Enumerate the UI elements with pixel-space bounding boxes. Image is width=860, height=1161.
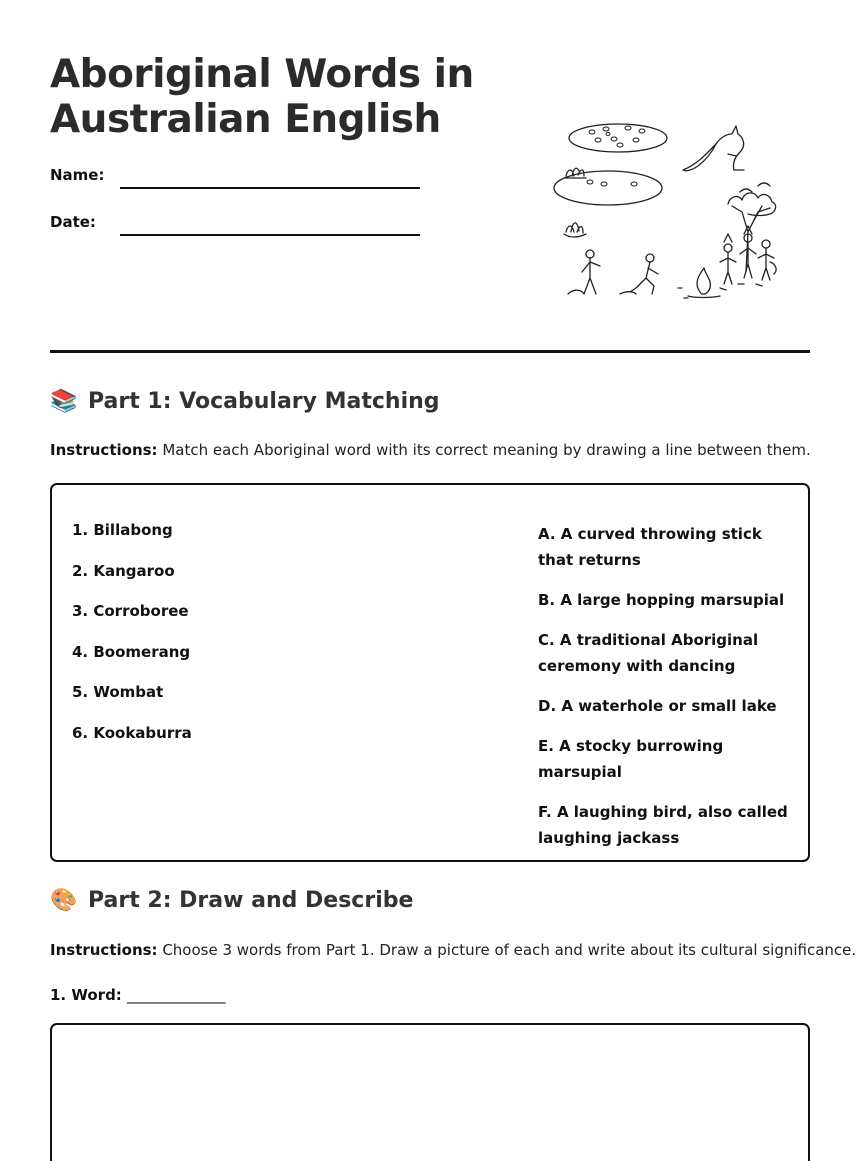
part2-instructions-label: Instructions:: [50, 941, 158, 959]
drawing-area[interactable]: [50, 1023, 810, 1161]
part1-instructions: [50, 441, 830, 459]
title-line-2: Australian English: [50, 97, 441, 142]
section-divider: [50, 350, 810, 353]
word-item: 6. Kookaburra: [72, 723, 192, 742]
word-item: 4. Boomerang: [72, 642, 191, 661]
palette-icon: 🎨: [50, 888, 78, 913]
date-label: Date:: [50, 213, 96, 231]
word-item: 2. Kangaroo: [72, 561, 175, 580]
books-icon: 📚: [50, 389, 78, 414]
meaning-item: E. A stocky burrowing marsupial: [538, 737, 724, 781]
part2-instructions-text: Choose 3 words from Part 1. Draw a picture of each and write about its cultural significance.: [157, 941, 857, 959]
word1-field[interactable]: [50, 986, 225, 1004]
title-line-1: Aboriginal Words in: [50, 52, 474, 97]
meaning-item: F. A laughing bird, also called laughing jackass: [538, 803, 788, 847]
word1-label: 1. Word:: [50, 986, 122, 1004]
name-label: Name:: [50, 166, 105, 184]
meaning-item: B. A large hopping marsupial: [538, 591, 785, 609]
part2-heading: [50, 888, 413, 913]
word-item: 1. Billabong: [72, 521, 173, 539]
word1-blank[interactable]: _______________: [127, 986, 225, 1004]
date-field[interactable]: [120, 234, 420, 236]
part2-instructions: [50, 941, 857, 959]
meaning-item: D. A waterhole or small lake: [538, 697, 777, 715]
name-field[interactable]: [120, 187, 420, 189]
part1-instructions-label: Instructions:: [50, 441, 158, 459]
part1-instructions-text: Match each Aboriginal word with its correct meaning by drawing a line between them.: [157, 441, 811, 459]
aboriginal-scene-illustration: [548, 112, 788, 304]
part1-title: Part 1: Vocabulary Matching: [88, 389, 440, 414]
word-item: 5. Wombat: [72, 683, 164, 702]
word-list: [72, 521, 372, 765]
part2-title: Part 2: Draw and Describe: [88, 888, 414, 913]
meaning-item: A. A curved throwing stick that returns: [538, 525, 762, 569]
part1-heading: [50, 389, 440, 414]
worksheet-title: [50, 52, 510, 142]
meaning-item: C. A traditional Aboriginal ceremony with dancing: [538, 631, 759, 675]
meaning-list: [538, 521, 798, 865]
matching-box: [50, 483, 810, 862]
word-item: 3. Corroboree: [72, 602, 189, 621]
